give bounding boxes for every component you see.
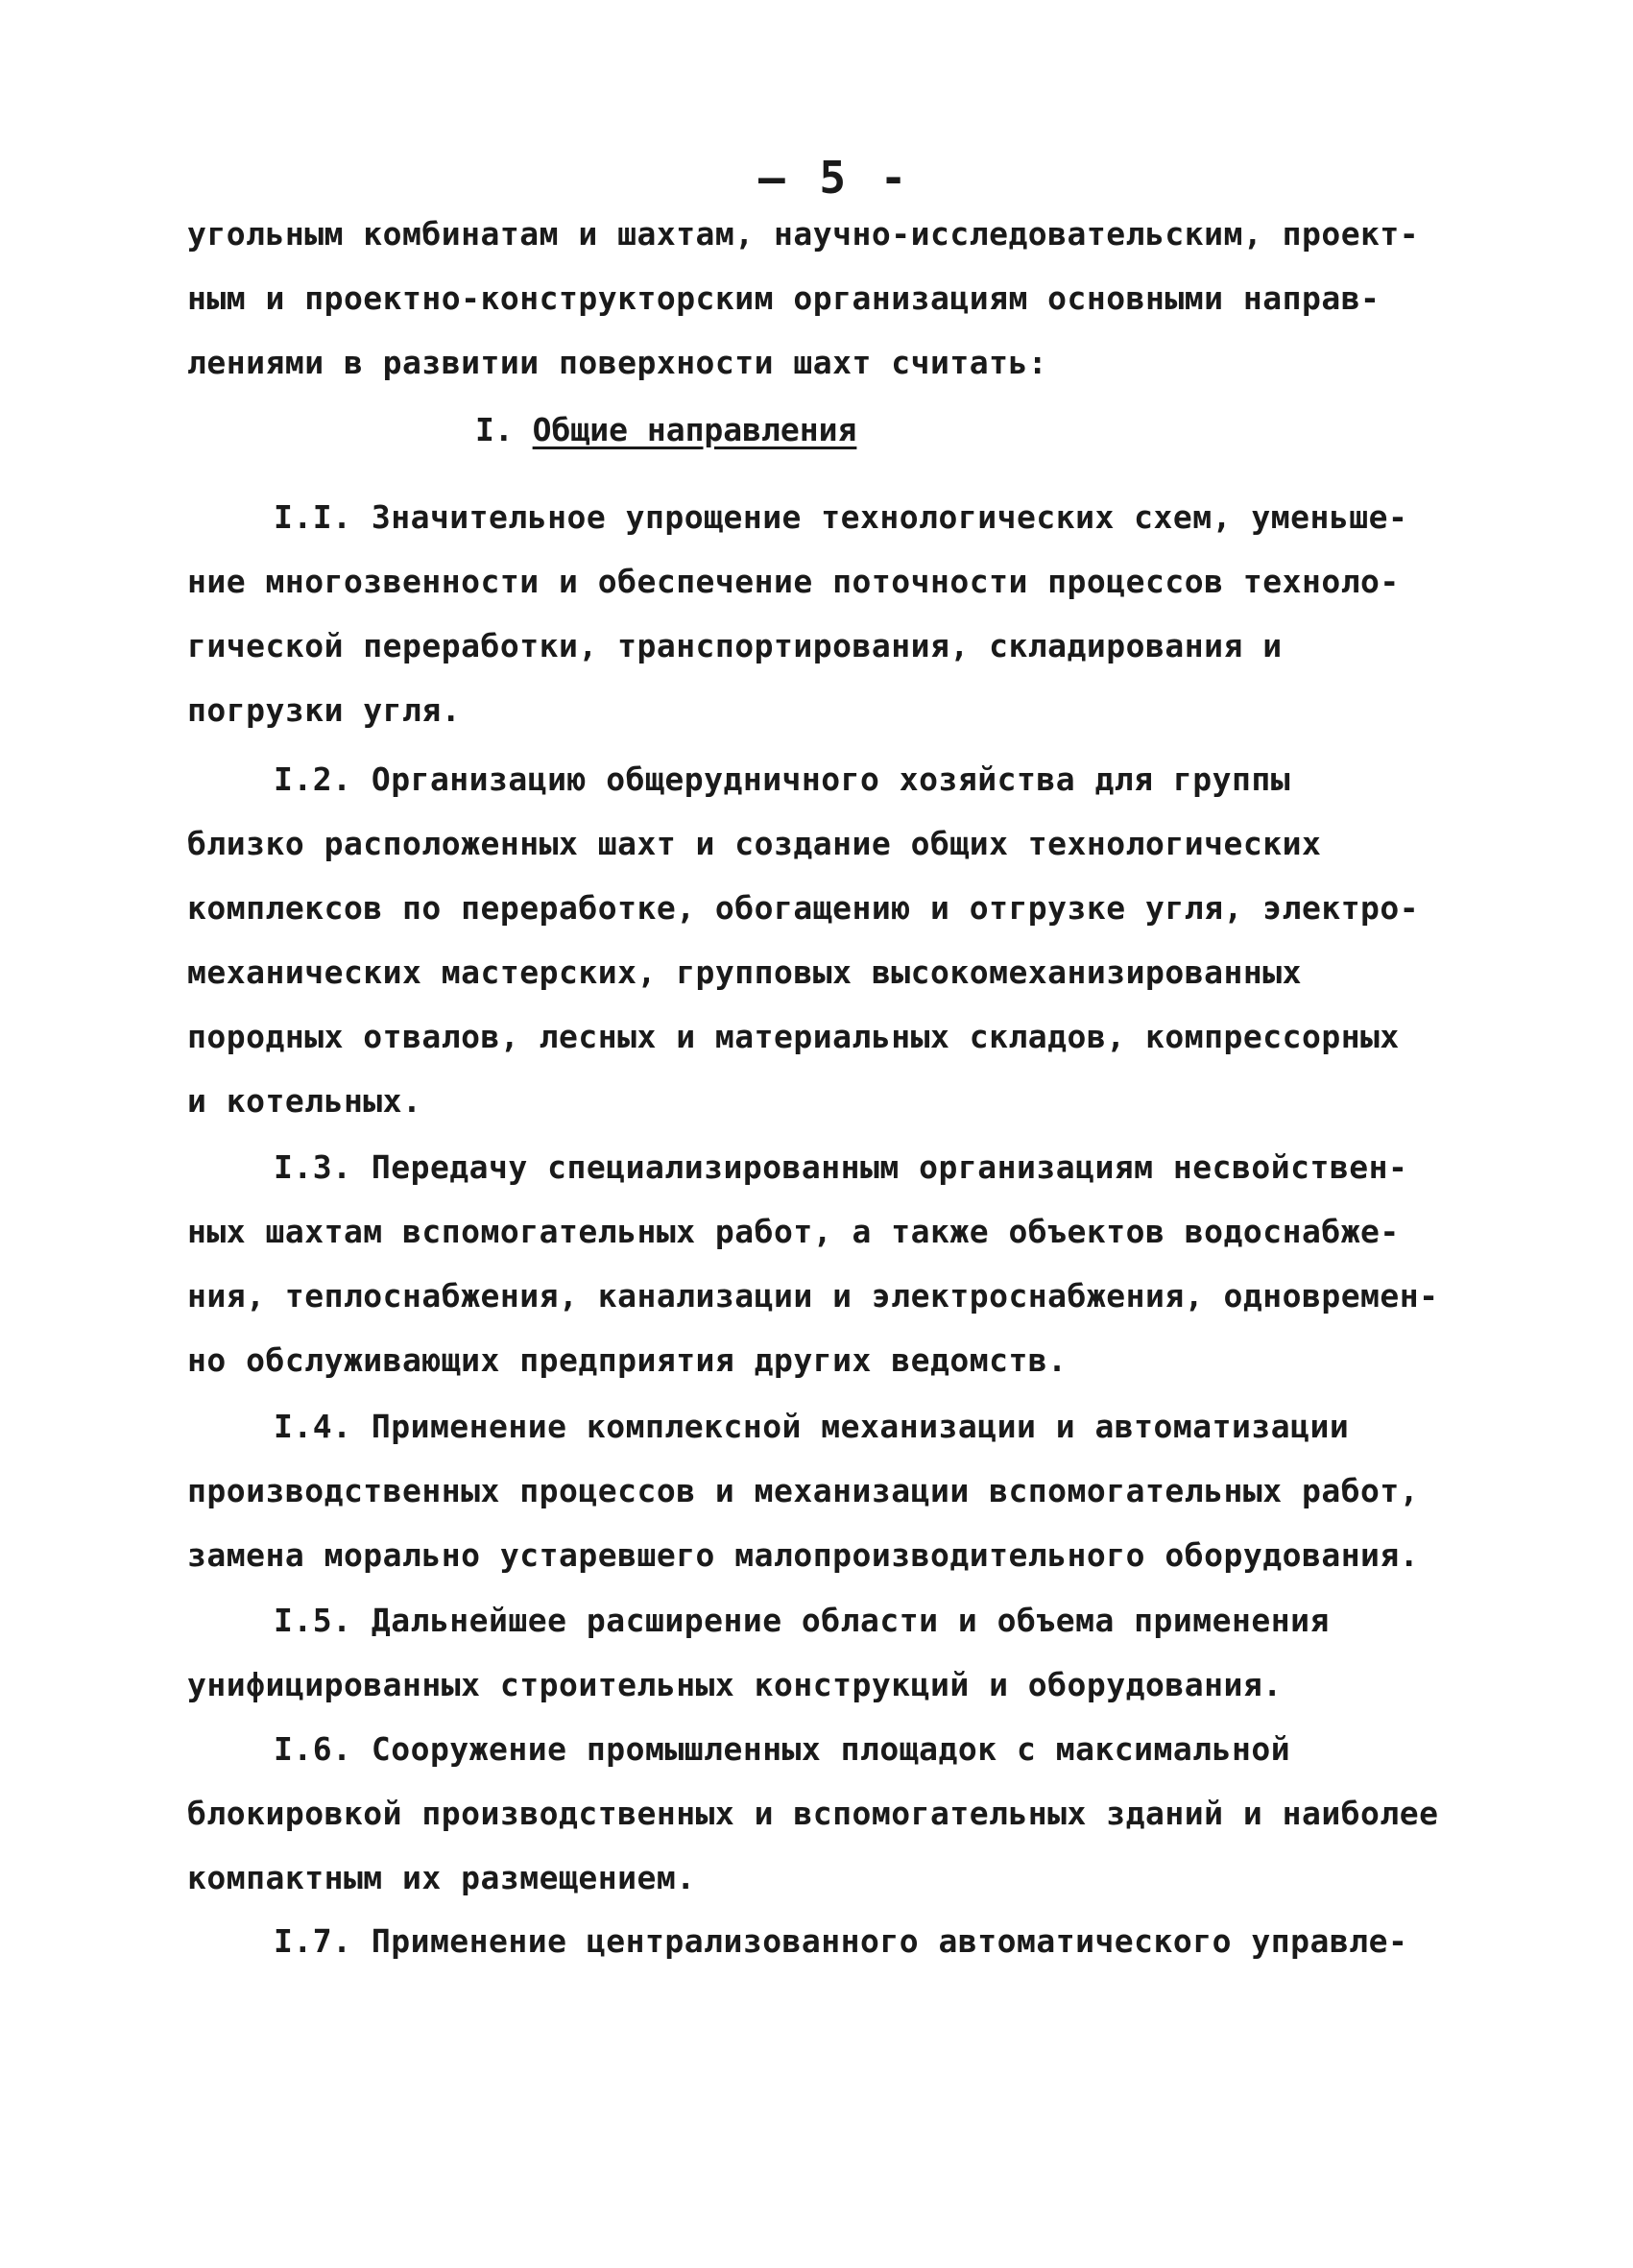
text-line: I.5. Дальнейшее расширение области и объема применения [274,1602,1330,1639]
text-line: механических мастерских, групповых высокомеханизированных [187,953,1302,991]
text-line: замена морально устаревшего малопроизводительного оборудования. [187,1536,1420,1574]
text-line: близко расположенных шахт и создание общих технологических [187,825,1322,862]
text-line: погрузки угля. [187,691,462,729]
paragraph-1-3 [187,1135,1464,1392]
section-title: Общие направления [532,411,857,448]
text-line: породных отвалов, лесных и материальных складов, компрессорных [187,1018,1400,1055]
paragraph-1-5 [187,1588,1464,1717]
paragraph-1-2 [187,747,1464,1133]
intro-paragraph [187,202,1464,395]
text-line: но обслуживающих предприятия других ведомств. [187,1341,1068,1379]
text-line: и котельных. [187,1082,422,1120]
section-heading [475,411,856,448]
paragraph-1-1 [187,485,1464,742]
paragraph-1-7 [187,1909,1464,1973]
text-line: унифицированных строительных конструкций и оборудования. [187,1666,1283,1703]
text-line: угольным комбинатам и шахтам, научно-исследовательским, проект- [187,215,1420,253]
text-line: I.3. Передачу специализированным организациям несвойствен- [274,1148,1408,1186]
paragraph-1-6 [187,1717,1464,1910]
paragraph-1-4 [187,1394,1464,1587]
text-line: ных шахтам вспомогательных работ, а также объектов водоснабже- [187,1213,1400,1250]
text-line: ным и проектно-конструкторским организациям основными направ- [187,279,1381,317]
text-line: компактным их размещением. [187,1859,696,1896]
text-line: I.7. Применение централизованного автоматического управле- [274,1922,1408,1960]
text-line: I.6. Сооружение промышленных площадок с максимальной [274,1730,1291,1768]
text-line: комплексов по переработке, обогащению и отгрузке угля, электро- [187,889,1420,927]
section-number: I. [475,411,514,448]
text-line: блокировкой производственных и вспомогательных зданий и наиболее [187,1795,1439,1832]
text-line: ния, теплоснабжения, канализации и электроснабжения, одновремен- [187,1277,1439,1315]
text-line: лениями в развитии поверхности шахт считать: [187,344,1048,381]
text-line: I.2. Организацию общерудничного хозяйства для группы [274,760,1291,798]
text-line: I.I. Значительное упрощение технологических схем, уменьше- [274,498,1408,536]
text-line: производственных процессов и механизации вспомогательных работ, [187,1472,1420,1509]
text-line: ние многозвенности и обеспечение поточности процессов техноло- [187,563,1400,600]
text-line: I.4. Применение комплексной механизации и автоматизации [274,1408,1350,1445]
text-line: гической переработки, транспортирования, складирования и [187,627,1283,664]
page-number: — 5 - [758,152,911,204]
